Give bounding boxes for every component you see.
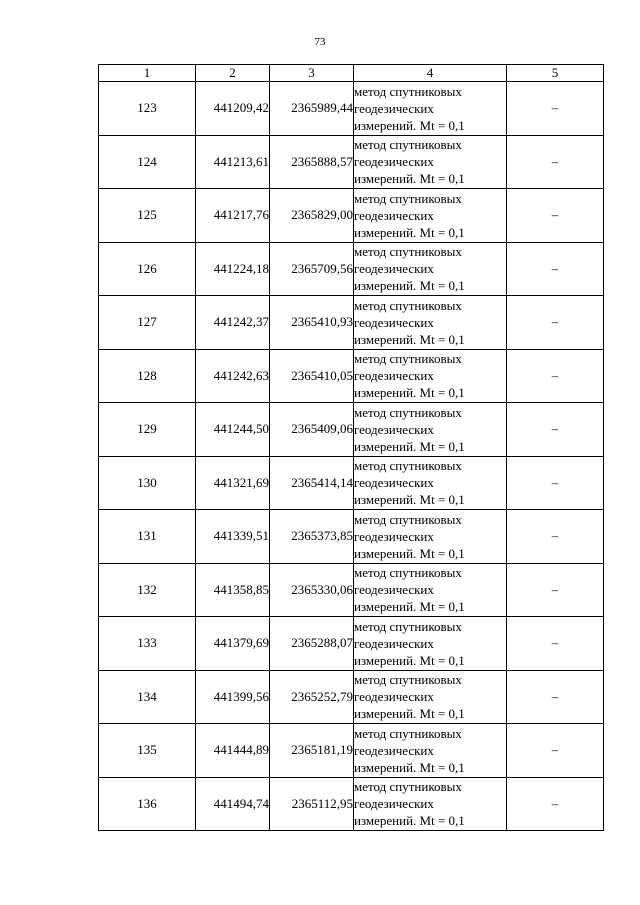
method-line: геодезических <box>354 314 434 330</box>
method-line: метод спутниковых <box>354 672 462 688</box>
y-coordinate-cell: 2365410,05 <box>270 349 354 403</box>
table-row <box>99 189 604 243</box>
method-cell <box>354 135 507 189</box>
column-header: 2 <box>196 65 270 82</box>
method-line: измерений. Mt = 0,1 <box>354 224 465 240</box>
method-line: метод спутниковых <box>354 351 462 367</box>
x-coordinate-cell: 441358,85 <box>196 563 270 617</box>
y-coordinate-cell: 2365373,85 <box>270 510 354 564</box>
method-line: измерений. Mt = 0,1 <box>354 385 465 401</box>
note-cell: – <box>507 189 604 243</box>
method-line: геодезических <box>354 207 434 223</box>
note-cell: – <box>507 296 604 350</box>
x-coordinate-cell: 441494,74 <box>196 777 270 831</box>
method-line: геодезических <box>354 528 434 544</box>
x-coordinate-cell: 441217,76 <box>196 189 270 243</box>
note-cell: – <box>507 563 604 617</box>
table-row <box>99 510 604 564</box>
method-line: геодезических <box>354 635 434 651</box>
point-number-cell: 126 <box>99 242 196 296</box>
table-row <box>99 617 604 671</box>
method-line: геодезических <box>354 421 434 437</box>
x-coordinate-cell: 441213,61 <box>196 135 270 189</box>
method-cell <box>354 563 507 617</box>
point-number-cell: 133 <box>99 617 196 671</box>
table-row <box>99 296 604 350</box>
y-coordinate-cell: 2365288,07 <box>270 617 354 671</box>
table-row <box>99 403 604 457</box>
method-line: измерений. Mt = 0,1 <box>354 171 465 187</box>
note-cell: – <box>507 510 604 564</box>
y-coordinate-cell: 2365989,44 <box>270 82 354 136</box>
note-cell: – <box>507 349 604 403</box>
table-row <box>99 777 604 831</box>
column-header: 3 <box>270 65 354 82</box>
method-cell <box>354 777 507 831</box>
method-line: метод спутниковых <box>354 618 462 634</box>
note-cell: – <box>507 617 604 671</box>
method-line: измерений. Mt = 0,1 <box>354 278 465 294</box>
method-line: геодезических <box>354 796 434 812</box>
column-header: 5 <box>507 65 604 82</box>
method-line: геодезических <box>354 154 434 170</box>
table-row <box>99 563 604 617</box>
point-number-cell: 135 <box>99 724 196 778</box>
x-coordinate-cell: 441339,51 <box>196 510 270 564</box>
y-coordinate-cell: 2365414,14 <box>270 456 354 510</box>
point-number-cell: 131 <box>99 510 196 564</box>
note-cell: – <box>507 82 604 136</box>
method-line: измерений. Mt = 0,1 <box>354 706 465 722</box>
method-cell <box>354 403 507 457</box>
method-cell <box>354 242 507 296</box>
method-line: измерений. Mt = 0,1 <box>354 331 465 347</box>
y-coordinate-cell: 2365181,19 <box>270 724 354 778</box>
method-line: геодезических <box>354 368 434 384</box>
y-coordinate-cell: 2365709,56 <box>270 242 354 296</box>
table-row <box>99 456 604 510</box>
point-number-cell: 136 <box>99 777 196 831</box>
method-line: измерений. Mt = 0,1 <box>354 813 465 829</box>
method-cell <box>354 510 507 564</box>
y-coordinate-cell: 2365252,79 <box>270 670 354 724</box>
method-line: геодезических <box>354 689 434 705</box>
table-row <box>99 724 604 778</box>
y-coordinate-cell: 2365888,57 <box>270 135 354 189</box>
point-number-cell: 123 <box>99 82 196 136</box>
method-cell <box>354 724 507 778</box>
method-line: геодезических <box>354 582 434 598</box>
method-line: измерений. Mt = 0,1 <box>354 652 465 668</box>
method-line: измерений. Mt = 0,1 <box>354 545 465 561</box>
y-coordinate-cell: 2365330,06 <box>270 563 354 617</box>
table-row <box>99 670 604 724</box>
y-coordinate-cell: 2365410,93 <box>270 296 354 350</box>
x-coordinate-cell: 441242,63 <box>196 349 270 403</box>
method-line: измерений. Mt = 0,1 <box>354 438 465 454</box>
x-coordinate-cell: 441244,50 <box>196 403 270 457</box>
method-cell <box>354 456 507 510</box>
point-number-cell: 124 <box>99 135 196 189</box>
point-number-cell: 129 <box>99 403 196 457</box>
method-line: метод спутниковых <box>354 511 462 527</box>
method-line: измерений. Mt = 0,1 <box>354 599 465 615</box>
method-line: геодезических <box>354 475 434 491</box>
x-coordinate-cell: 441444,89 <box>196 724 270 778</box>
method-line: метод спутниковых <box>354 83 462 99</box>
note-cell: – <box>507 456 604 510</box>
x-coordinate-cell: 441379,69 <box>196 617 270 671</box>
method-line: метод спутниковых <box>354 244 462 260</box>
note-cell: – <box>507 777 604 831</box>
x-coordinate-cell: 441242,37 <box>196 296 270 350</box>
point-number-cell: 132 <box>99 563 196 617</box>
table-header-row <box>99 65 604 82</box>
table-row <box>99 349 604 403</box>
note-cell: – <box>507 724 604 778</box>
coordinates-table <box>98 64 604 831</box>
method-line: метод спутниковых <box>354 779 462 795</box>
method-line: измерений. Mt = 0,1 <box>354 117 465 133</box>
method-line: метод спутниковых <box>354 565 462 581</box>
method-line: геодезических <box>354 742 434 758</box>
method-line: геодезических <box>354 100 434 116</box>
table-row <box>99 135 604 189</box>
y-coordinate-cell: 2365112,95 <box>270 777 354 831</box>
method-line: метод спутниковых <box>354 404 462 420</box>
point-number-cell: 125 <box>99 189 196 243</box>
x-coordinate-cell: 441209,42 <box>196 82 270 136</box>
column-header: 4 <box>354 65 507 82</box>
method-cell <box>354 82 507 136</box>
method-line: метод спутниковых <box>354 297 462 313</box>
method-line: метод спутниковых <box>354 190 462 206</box>
note-cell: – <box>507 670 604 724</box>
column-header: 1 <box>99 65 196 82</box>
note-cell: – <box>507 403 604 457</box>
method-line: метод спутниковых <box>354 725 462 741</box>
x-coordinate-cell: 441224,18 <box>196 242 270 296</box>
x-coordinate-cell: 441321,69 <box>196 456 270 510</box>
page-number: 73 <box>314 36 326 48</box>
y-coordinate-cell: 2365409,06 <box>270 403 354 457</box>
method-line: измерений. Mt = 0,1 <box>354 492 465 508</box>
point-number-cell: 134 <box>99 670 196 724</box>
point-number-cell: 127 <box>99 296 196 350</box>
point-number-cell: 130 <box>99 456 196 510</box>
method-cell <box>354 349 507 403</box>
point-number-cell: 128 <box>99 349 196 403</box>
x-coordinate-cell: 441399,56 <box>196 670 270 724</box>
note-cell: – <box>507 135 604 189</box>
y-coordinate-cell: 2365829,00 <box>270 189 354 243</box>
method-cell <box>354 296 507 350</box>
table-row <box>99 242 604 296</box>
method-line: метод спутниковых <box>354 137 462 153</box>
method-line: метод спутниковых <box>354 458 462 474</box>
method-cell <box>354 617 507 671</box>
method-line: геодезических <box>354 261 434 277</box>
note-cell: – <box>507 242 604 296</box>
table-row <box>99 82 604 136</box>
method-cell <box>354 670 507 724</box>
method-cell <box>354 189 507 243</box>
method-line: измерений. Mt = 0,1 <box>354 759 465 775</box>
